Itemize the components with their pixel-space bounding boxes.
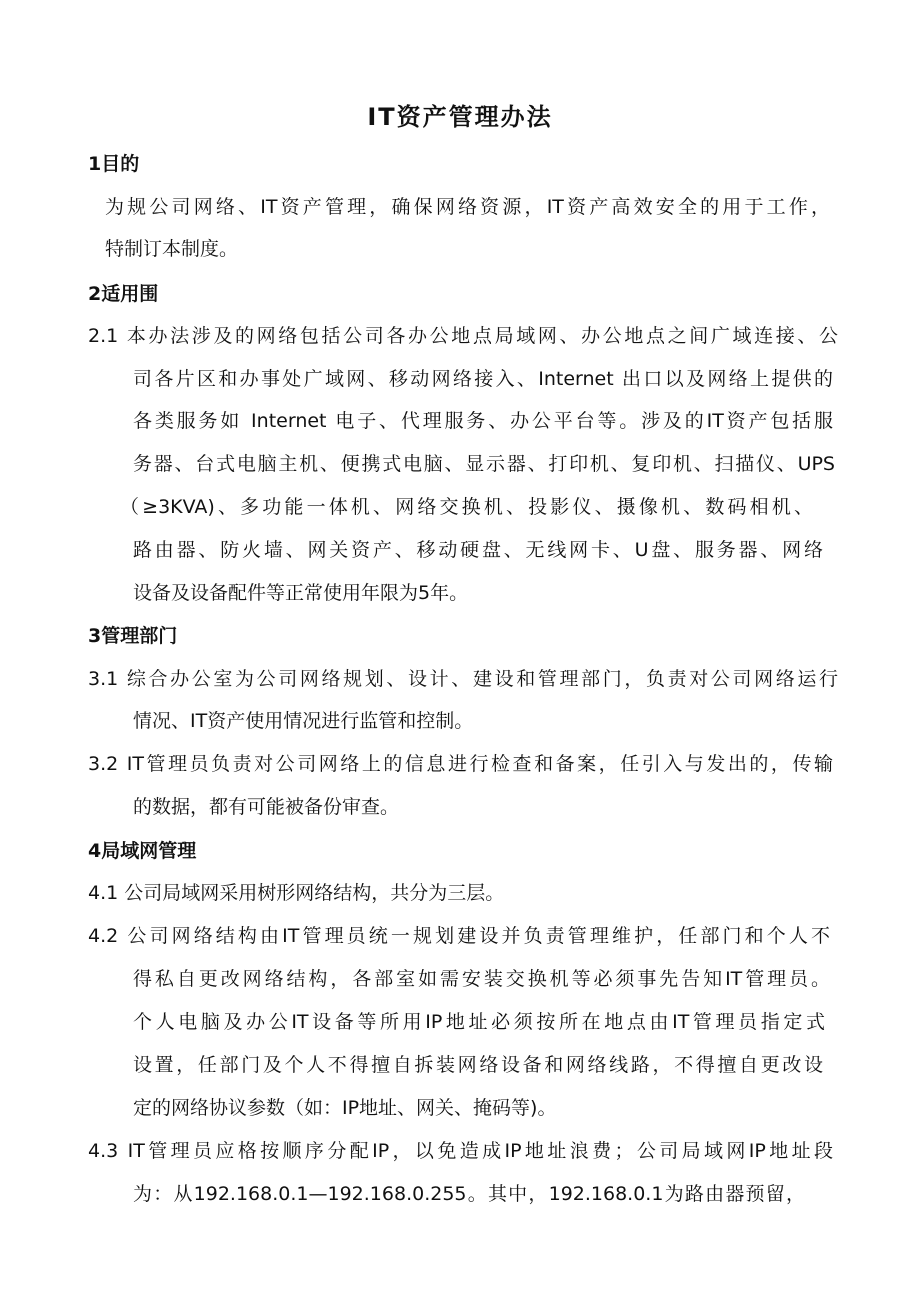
paragraph-line: 司各片区和办事处广域网、移动网络接入、Internet 出口以及网络上提供的 <box>133 368 833 390</box>
paragraph-line: 设置，任部门及个人不得擅自拆装网络设备和网络线路，不得擅自更改设 <box>133 1054 823 1076</box>
paragraph-line: 3.2 IT管理员负责对公司网络上的信息进行检查和备案，任引入与发出的，传输 <box>88 753 833 775</box>
paragraph-line: 为：从192.168.0.1—192.168.0.255。其中，192.168.0.1为路由器预留， <box>133 1183 805 1205</box>
document-title: IT资产管理办法 <box>367 103 553 131</box>
paragraph-line: 定的网络协议参数（如：IP地址、网关、掩码等)。 <box>133 1097 557 1119</box>
paragraph-line: 4.1 公司局域网采用树形网络结构，共分为三层。 <box>88 882 505 904</box>
paragraph-line: 为规公司网络、IT资产管理，确保网络资源，IT资产高效安全的用于工作， <box>105 196 830 218</box>
paragraph-line: 的数据，都有可能被备份审查。 <box>133 796 400 818</box>
paragraph-line: 3.1 综合办公室为公司网络规划、设计、建设和管理部门，负责对公司网络运行 <box>88 668 838 690</box>
paragraph-line: 4.2 公司网络结构由IT管理员统一规划建设并负责管理维护，任部门和个人不 <box>88 925 830 947</box>
paragraph-line: 特制订本制度。 <box>105 238 239 260</box>
section-heading: 3管理部门 <box>88 625 178 647</box>
paragraph-line: 务器、台式电脑主机、便携式电脑、显示器、打印机、复印机、扫描仪、UPS <box>133 453 835 475</box>
paragraph-line: 路由器、防火墙、网关资产、移动硬盘、无线网卡、U盘、服务器、网络 <box>133 539 823 561</box>
paragraph-line: 2.1 本办法涉及的网络包括公司各办公地点局域网、办公地点之间广域连接、公 <box>88 325 838 347</box>
paragraph-line: 个人电脑及办公IT设备等所用IP地址必须按所在地点由IT管理员指定式 <box>133 1011 825 1033</box>
paragraph-line: （≥3KVA)、多功能一体机、网络交换机、投影仪、摄像机、数码相机、 <box>120 496 813 518</box>
paragraph-line: 设备及设备配件等正常使用年限为5年。 <box>133 582 469 604</box>
paragraph-line: 得私自更改网络结构，各部室如需安装交换机等必须事先告知IT管理员。 <box>133 968 830 990</box>
section-heading: 2适用围 <box>88 283 159 305</box>
section-heading: 4局域网管理 <box>88 840 197 862</box>
paragraph-line: 情况、IT资产使用情况进行监管和控制。 <box>133 710 474 732</box>
paragraph-line: 4.3 IT管理员应格按顺序分配IP，以免造成IP地址浪费；公司局域网IP地址段 <box>88 1140 833 1162</box>
paragraph-line: 各类服务如 Internet 电子、代理服务、办公平台等。涉及的IT资产包括服 <box>133 410 833 432</box>
section-heading: 1目的 <box>88 153 140 175</box>
